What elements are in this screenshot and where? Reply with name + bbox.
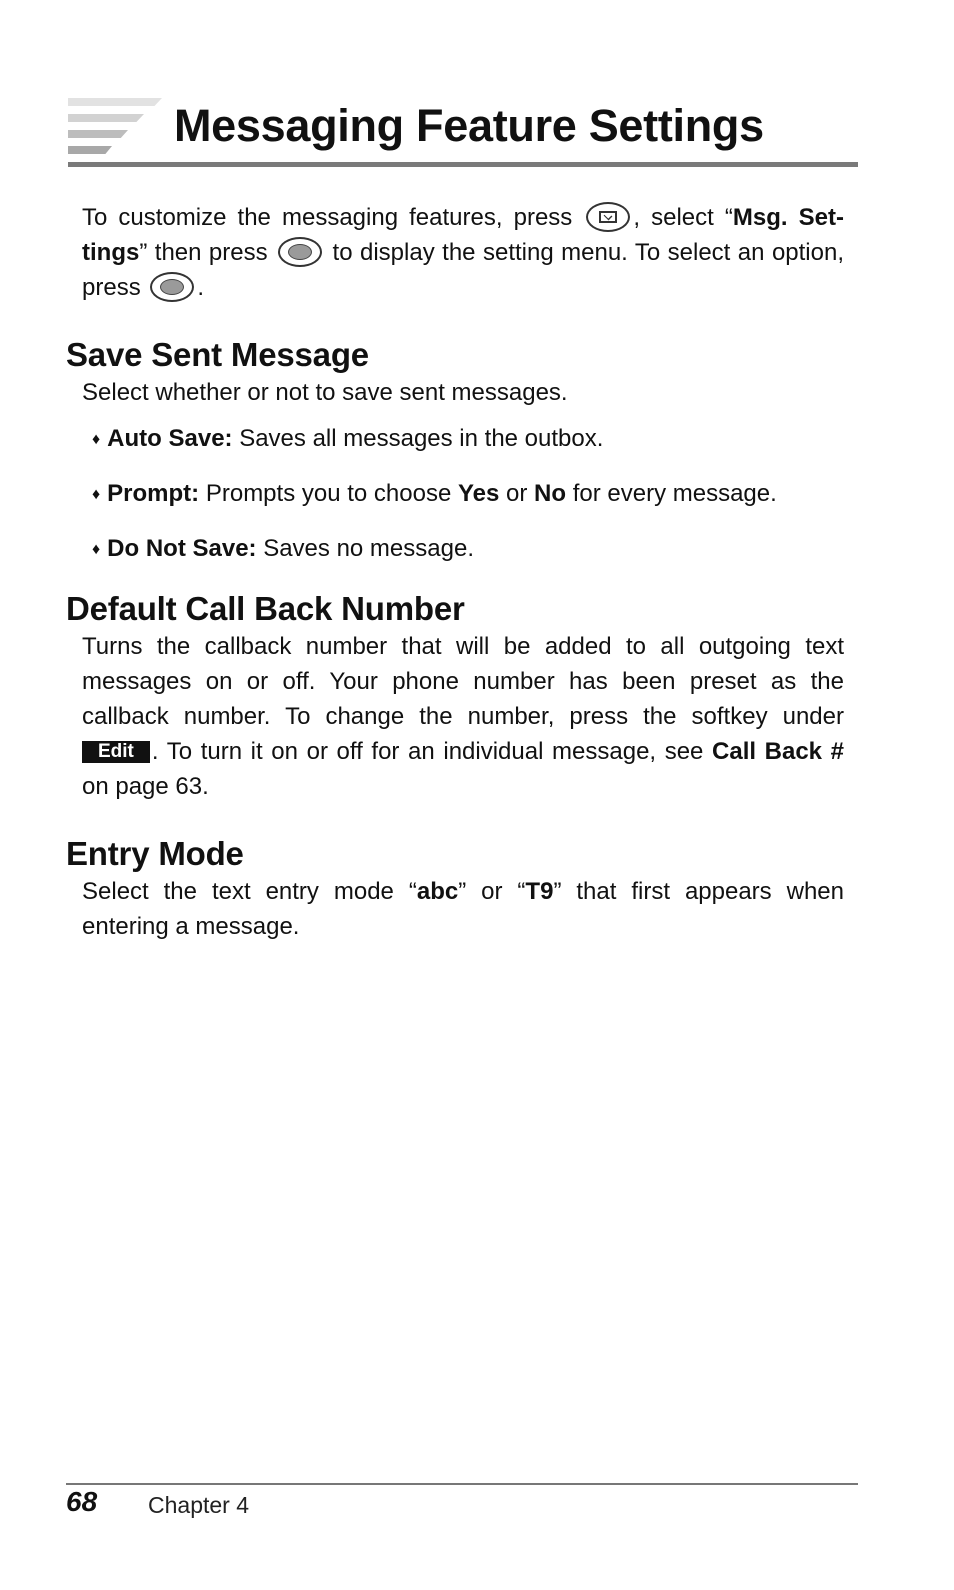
intro-paragraph bbox=[82, 200, 844, 305]
list-item bbox=[92, 424, 844, 457]
diamond-bullet-icon: ♦ bbox=[92, 431, 101, 448]
option-text: for every message. bbox=[566, 480, 777, 507]
callback-text: Turns the callback number that will be added to all outgoing text messages on or off. Your phone number has been preset as the callback number. To change the number, press the softkey under bbox=[82, 633, 844, 730]
option-text: or bbox=[499, 480, 535, 507]
save-sent-description: Select whether or not to save sent messages. bbox=[82, 379, 568, 406]
callback-text: on page 63. bbox=[82, 773, 209, 800]
callback-text: . To turn it on or off for an individual message, see bbox=[151, 738, 713, 765]
entry-mode-paragraph bbox=[82, 874, 844, 944]
heading-entry-mode: Entry Mode bbox=[66, 835, 244, 872]
intro-text: To customize the messaging features, press bbox=[82, 204, 584, 231]
page-content bbox=[66, 200, 844, 944]
chapter-label: Chapter 4 bbox=[148, 1492, 250, 1518]
entry-mode-text: Select the text entry mode “ bbox=[82, 878, 417, 905]
save-sent-options bbox=[92, 424, 844, 567]
intro-text: , select “ bbox=[633, 204, 733, 231]
option-label: Do Not Save: bbox=[107, 535, 257, 562]
diamond-bullet-icon: ♦ bbox=[92, 486, 101, 503]
diamond-bullet-icon: ♦ bbox=[92, 541, 101, 558]
title-rule bbox=[68, 162, 858, 167]
option-no: No bbox=[534, 480, 567, 507]
option-text: Saves no message. bbox=[256, 535, 474, 562]
page-number: 68 bbox=[66, 1486, 98, 1517]
intro-text: . bbox=[197, 274, 205, 301]
center-select-key-icon bbox=[150, 272, 194, 302]
intro-text: ” then press bbox=[139, 239, 276, 266]
list-item bbox=[92, 534, 844, 567]
option-label: Auto Save: bbox=[107, 425, 233, 452]
envelope-key-icon bbox=[586, 202, 630, 232]
option-text: Saves all messages in the outbox. bbox=[232, 425, 604, 452]
heading-default-call-back-number: Default Call Back Number bbox=[66, 590, 465, 627]
msg-settings-menu-name: Msg. Set-tings bbox=[82, 204, 844, 266]
list-item bbox=[92, 479, 844, 512]
option-label: Prompt: bbox=[107, 480, 200, 507]
mode-t9: T9 bbox=[525, 878, 554, 905]
edit-softkey-label: Edit bbox=[82, 741, 150, 763]
option-text: Prompts you to choose bbox=[199, 480, 458, 507]
page-title: Messaging Feature Settings bbox=[174, 100, 764, 151]
option-yes: Yes bbox=[457, 480, 500, 507]
call-back-reference: Call Back # bbox=[712, 738, 844, 765]
heading-save-sent-message: Save Sent Message bbox=[66, 336, 369, 373]
center-select-key-icon bbox=[278, 237, 322, 267]
intro-text: to display the setting menu. To select an option, press bbox=[82, 239, 844, 301]
header-stripes-decoration bbox=[68, 98, 162, 156]
mode-abc: abc bbox=[416, 878, 459, 905]
entry-mode-text: ” or “ bbox=[458, 878, 526, 905]
callback-paragraph bbox=[82, 629, 844, 804]
page-header bbox=[68, 96, 858, 170]
entry-mode-text: ” that first appears when entering a message. bbox=[82, 878, 844, 940]
footer-rule bbox=[66, 1483, 858, 1485]
